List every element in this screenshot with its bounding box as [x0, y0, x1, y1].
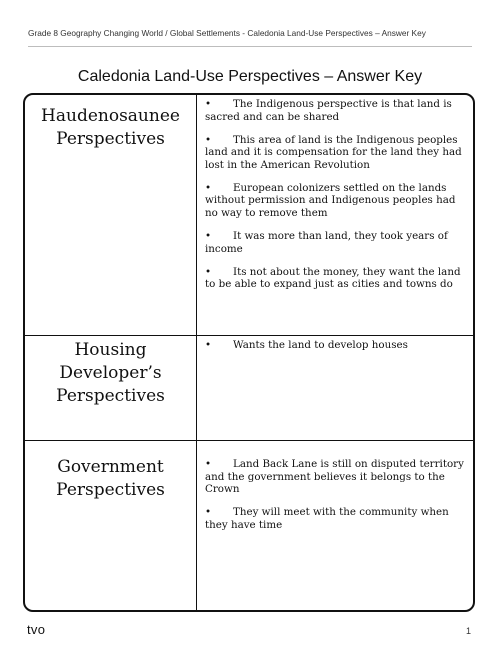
bullet-text: European colonizers settled on the lands without permission and Indigenous peoples had no way to remove them [205, 181, 456, 219]
bullet-icon: • [205, 229, 212, 242]
bullet-icon: • [205, 458, 212, 470]
row-label-haudenosaunee [25, 95, 197, 335]
list-item [205, 134, 467, 172]
bullet-text: The Indigenous perspective is that land is sacred and can be shared [205, 98, 452, 123]
row-label-text: Government Perspectives [56, 457, 165, 500]
row-content-government [198, 441, 473, 612]
list-item [205, 339, 467, 352]
list-item [205, 458, 467, 496]
bullet-icon: • [205, 133, 212, 146]
tvo-logo: tvo [27, 622, 46, 637]
header-divider [28, 46, 472, 47]
bullet-text: They will meet with the community when they have time [205, 506, 449, 531]
bullet-text: Wants the land to develop houses [233, 339, 408, 351]
document-header: Grade 8 Geography Changing World / Global Settlements - Caledonia Land-Use Perspectives – Answer Key [28, 28, 426, 38]
bullet-icon: • [205, 181, 212, 194]
bullet-icon: • [205, 265, 212, 278]
table-row-haudenosaunee [25, 95, 473, 336]
page-number: 1 [465, 626, 471, 636]
list-item [205, 266, 467, 291]
list-item [205, 230, 467, 255]
row-label-housing-developer [25, 336, 197, 440]
list-item [205, 182, 467, 220]
table-row-government [25, 441, 473, 612]
list-item [205, 98, 467, 123]
bullet-text: This area of land is the Indigenous peoples land and it is compensation for the land they had lost in the American Revolution [205, 133, 462, 171]
table-row-housing-developer [25, 336, 473, 441]
page-title: Caledonia Land-Use Perspectives – Answer Key [77, 68, 423, 85]
row-label-government [25, 441, 197, 612]
bullet-text: Land Back Lane is still on disputed territory and the government believes it belongs to the Crown [205, 458, 464, 496]
bullet-icon: • [205, 506, 212, 519]
bullet-text: Its not about the money, they want the land to be able to expand just as cities and towns do [205, 265, 461, 291]
bullet-icon: • [205, 339, 212, 351]
row-label-text: Haudenosaunee Perspectives [41, 106, 180, 149]
bullet-icon: • [205, 98, 212, 110]
bullet-text: It was more than land, they took years of income [205, 229, 448, 255]
row-content-haudenosaunee [198, 95, 473, 335]
row-label-text: Housing Developer’s Perspectives [56, 340, 165, 406]
list-item [205, 506, 467, 531]
row-content-housing-developer [198, 336, 473, 440]
perspectives-table [23, 93, 475, 612]
